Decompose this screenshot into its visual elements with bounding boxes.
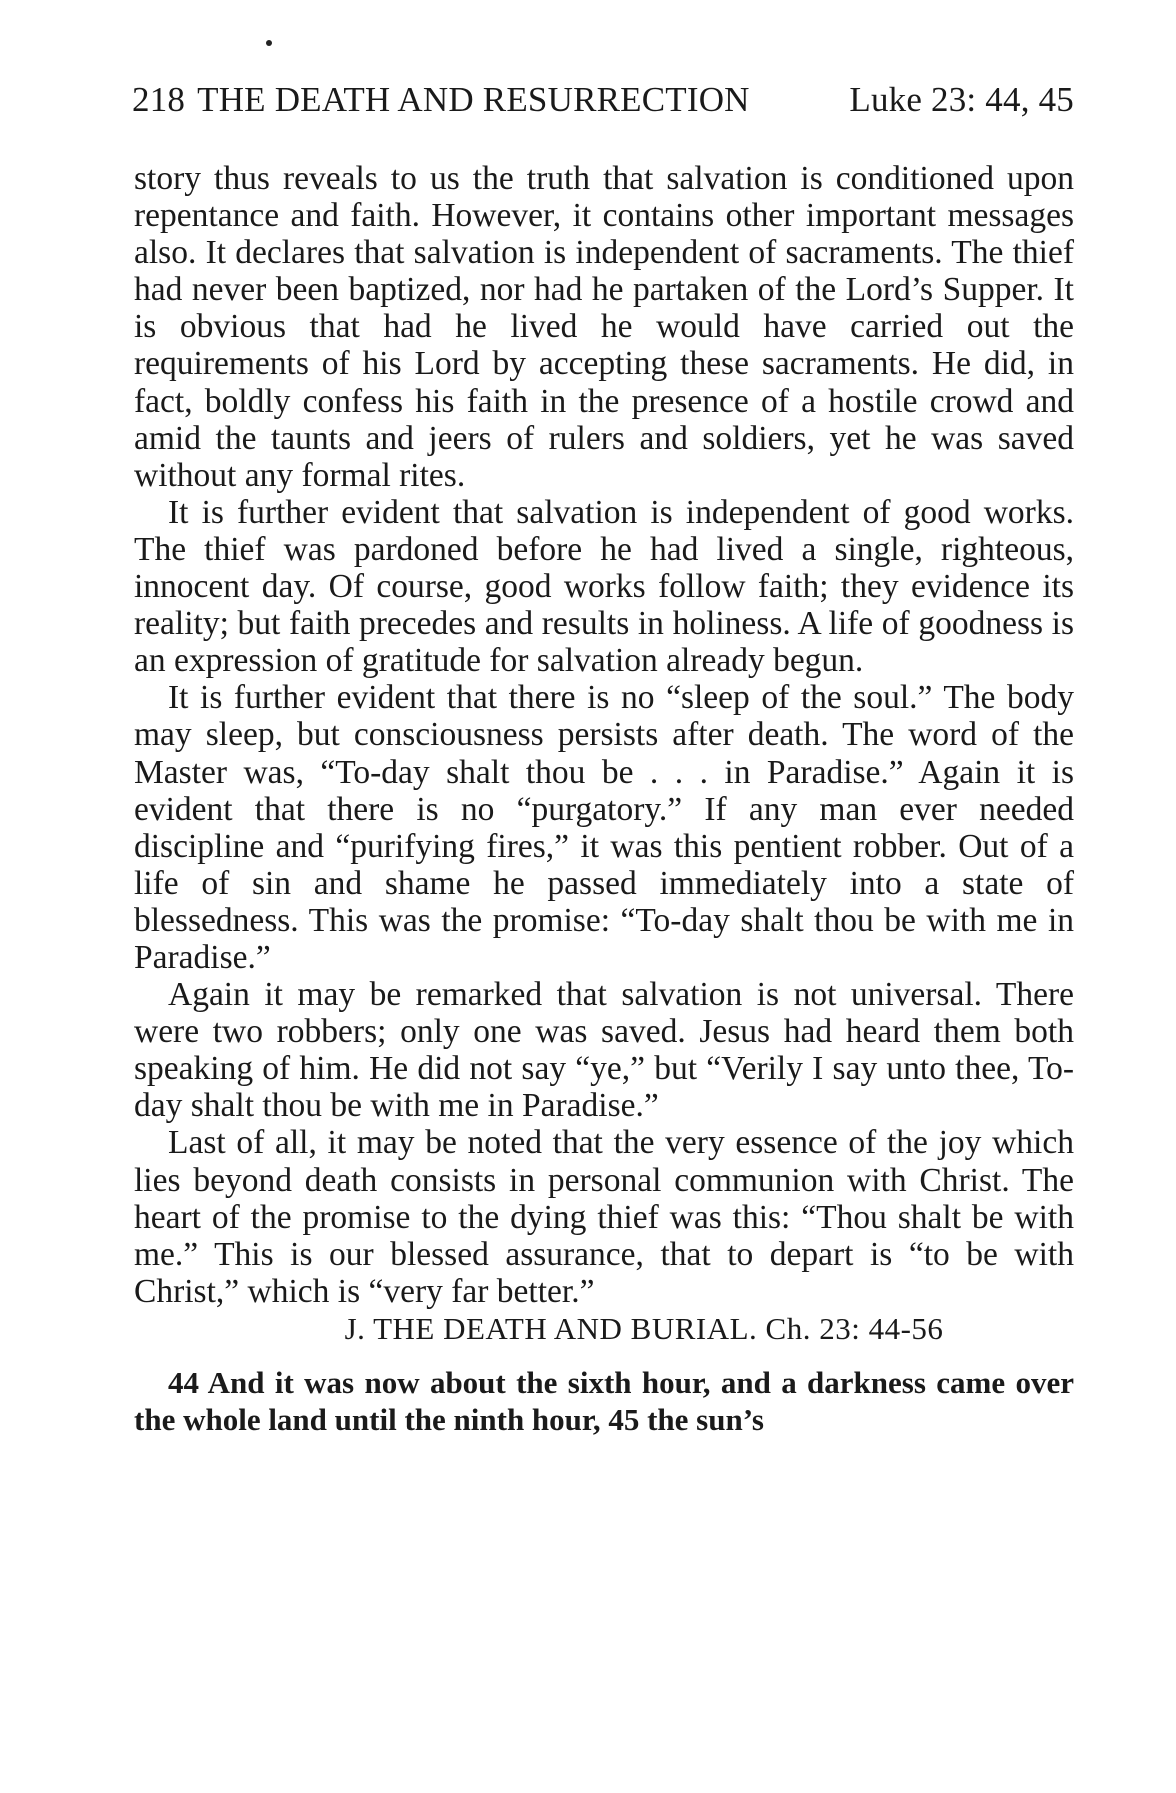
running-header [132, 80, 1074, 120]
section-heading: J. THE DEATH AND BURIAL. Ch. 23: 44-56 [344, 1310, 944, 1346]
paragraph-4: Again it may be remarked that salvation is not universal. There were two robbers; only one was saved. Jesus had heard them both speaking of him. He did not say “ye,” but “Verily I say unto thee, To-day shalt thou be with me in Paradise.” [134, 976, 1074, 1125]
page-number: 218 [132, 80, 186, 119]
paragraph-1: story thus reveals to us the truth that salvation is conditioned upon repentance and faith. However, it contains other important messages also. It declares that salvation is independent of sacraments. The thief had never been baptized, nor had he partaken of the Lord’s Supper. It is obvious that had he lived he would have carried out the requirements of his Lord by accepting these sacraments. He did, in fact, boldly confess his faith in the presence of a hostile crowd and amid the taunts and jeers of rulers and soldiers, yet he was saved without any formal rites. [134, 160, 1074, 494]
print-speck [266, 40, 272, 46]
scripture-reference: Luke 23: 44, 45 [849, 80, 1074, 119]
paragraph-5: Last of all, it may be noted that the very essence of the joy which lies beyond death consists in personal communion with Christ. The heart of the promise to the dying thief was this: “Thou shalt be with me.” This is our blessed assurance, that to depart is “to be with Christ,” which is “very far better.” [134, 1124, 1074, 1310]
paragraph-2: It is further evident that salvation is independent of good works. The thief was pardoned before he had lived a single, righteous, innocent day. Of course, good works follow faith; they evidence its reality; but faith precedes and results in holiness. A life of goodness is an expression of gratitude for salvation already begun. [134, 493, 1074, 680]
scripture-verse: 44 And it was now about the sixth hour, and a darkness came over the whole land until the ninth hour, 45 the sun’s [134, 1365, 1074, 1437]
paragraph-3: It is further evident that there is no “sleep of the soul.” The body may sleep, but consciousness persists after death. The word of the Master was, “To-day shalt thou be . . . in Paradise.” Again it is evident that there is no “purgatory.” If any man ever needed discipline and “purifying fires,” it was this pentient robber. Out of a life of sin and shame he passed immediately into a state of blessedness. This was the promise: “To-day shalt thou be with me in Paradise.” [134, 679, 1074, 976]
running-title: THE DEATH AND RESURRECTION [197, 80, 750, 119]
page-body [134, 160, 1074, 1438]
